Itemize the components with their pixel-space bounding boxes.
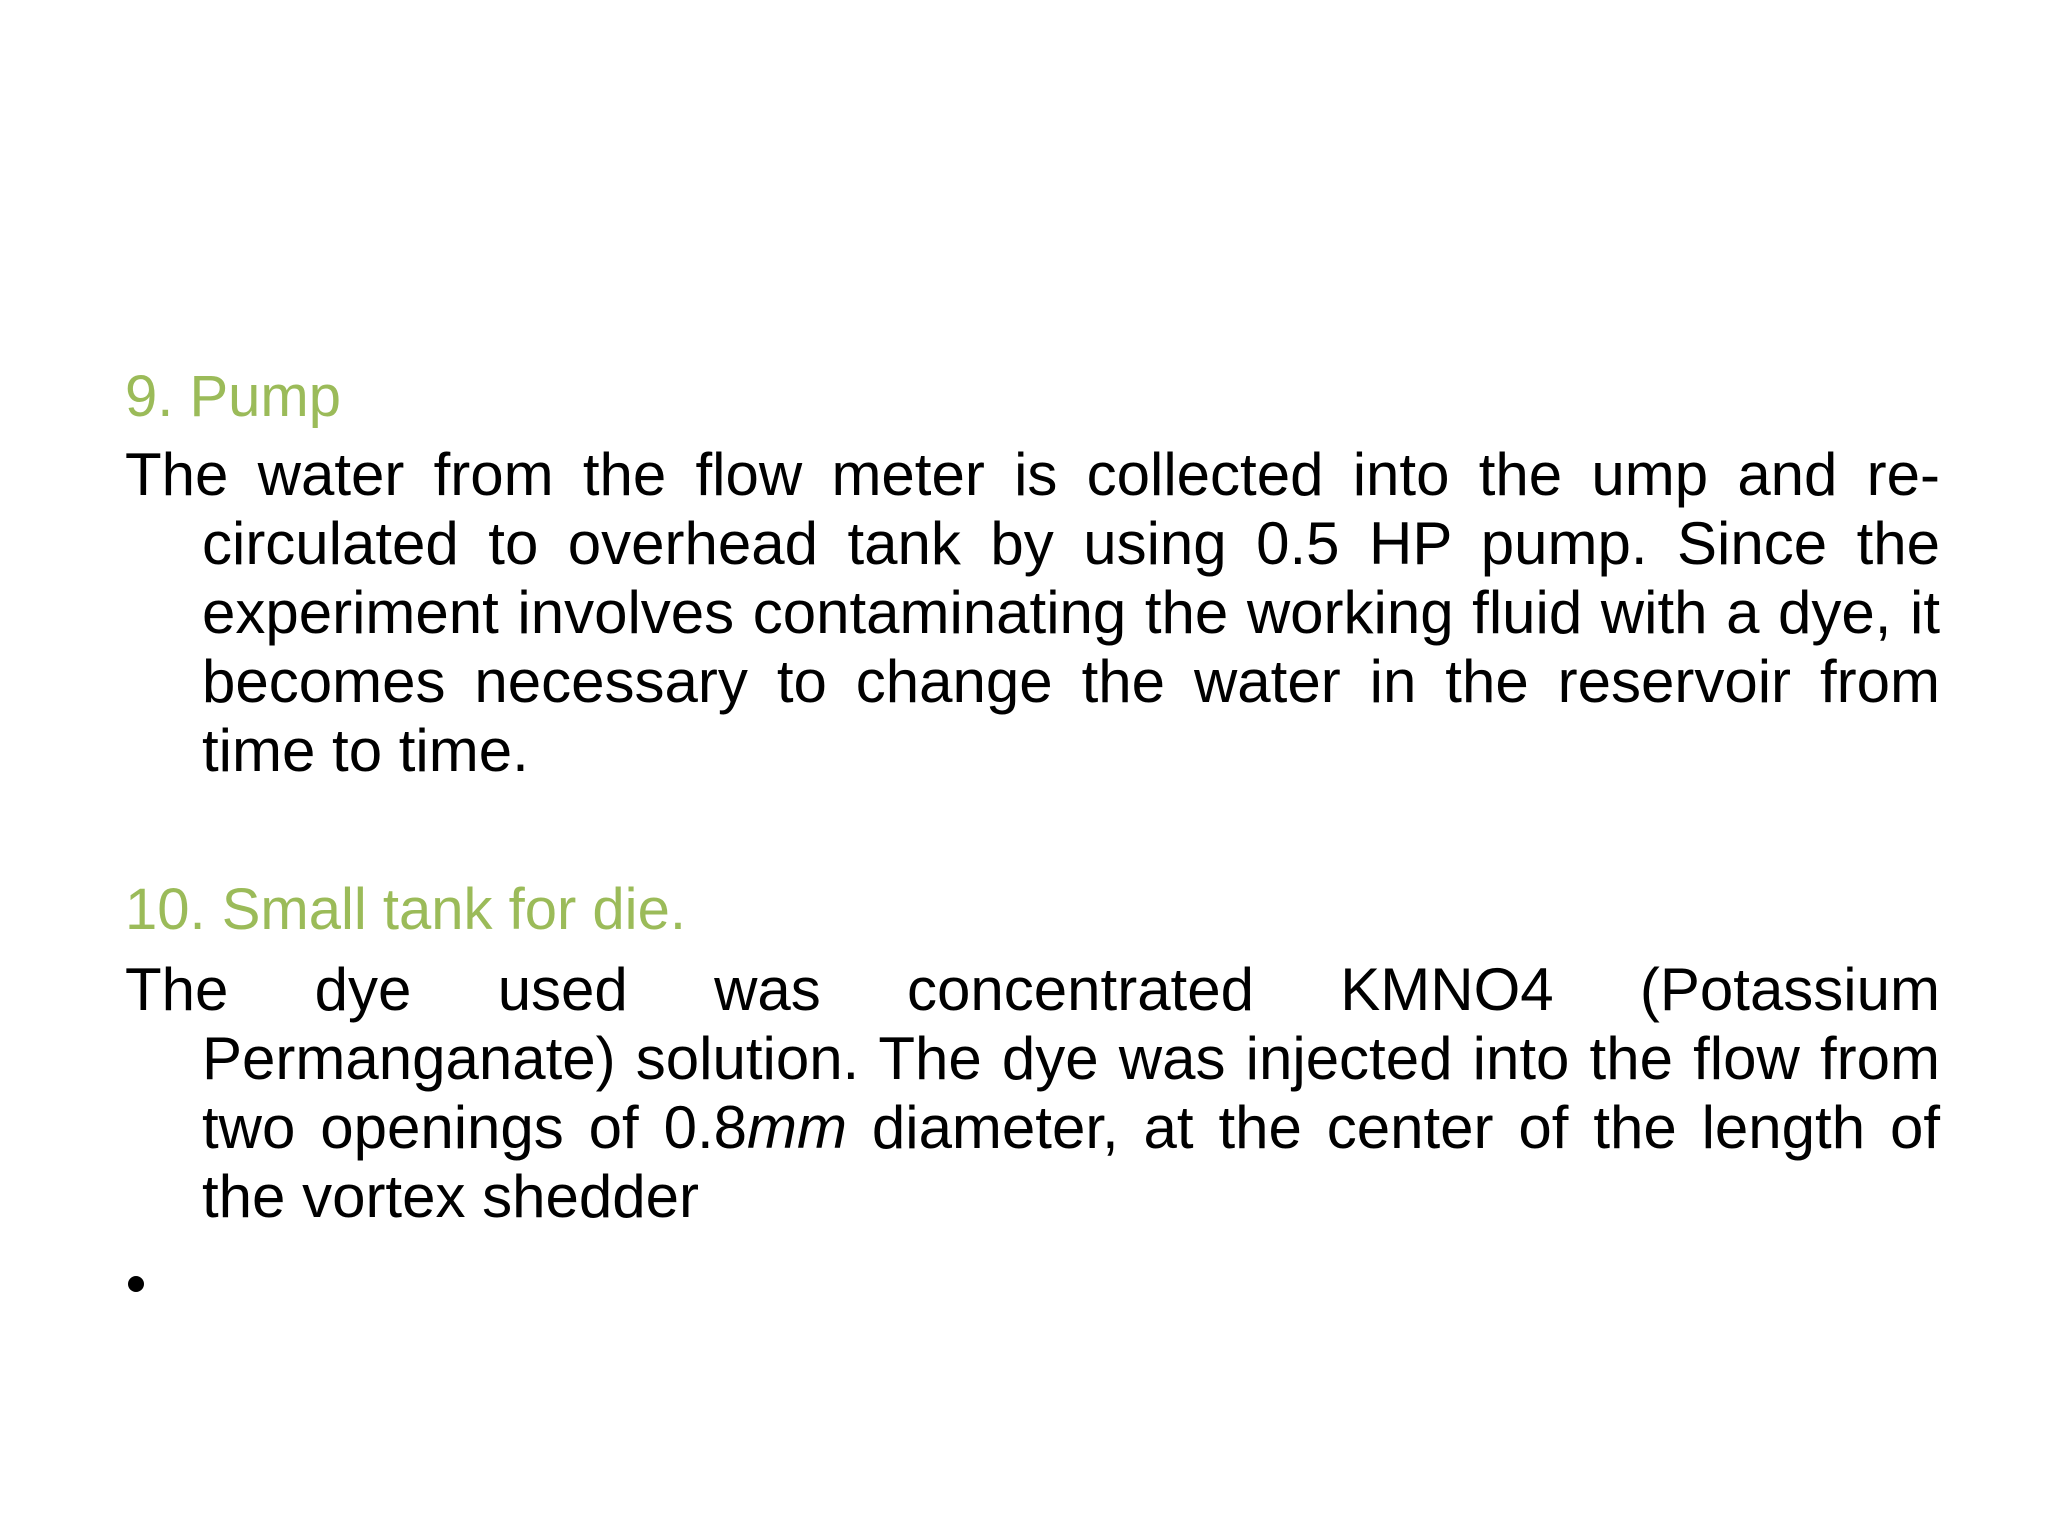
pump-section-text: The water from the flow meter is collected into the ump and re-circulated to overhead tank by using 0.5 HP pump. Since the experiment involves contaminating the working fluid with a dye, it becomes necessary to change the water in the reservoir from time to time. [125, 441, 1940, 784]
dye-tank-section-text [125, 955, 1940, 1231]
dye-tank-section-heading: 10. Small tank for die. [125, 877, 686, 942]
dye-opening-unit: mm [747, 1094, 847, 1161]
dye-text-before-unit: The dye used was concentrated KMNO4 (Potassium Permanganate) solution. The dye was injected into the flow from two openings of 0.8 [125, 956, 1940, 1161]
empty-bullet-item [125, 1245, 1940, 1314]
bullet-dot-icon [128, 1276, 144, 1292]
slide-content [125, 362, 1940, 1314]
dye-text-after-unit: diameter, at the center of the length of the vortex shedder [202, 1094, 1941, 1230]
pump-section-heading: 9. Pump [125, 364, 341, 429]
